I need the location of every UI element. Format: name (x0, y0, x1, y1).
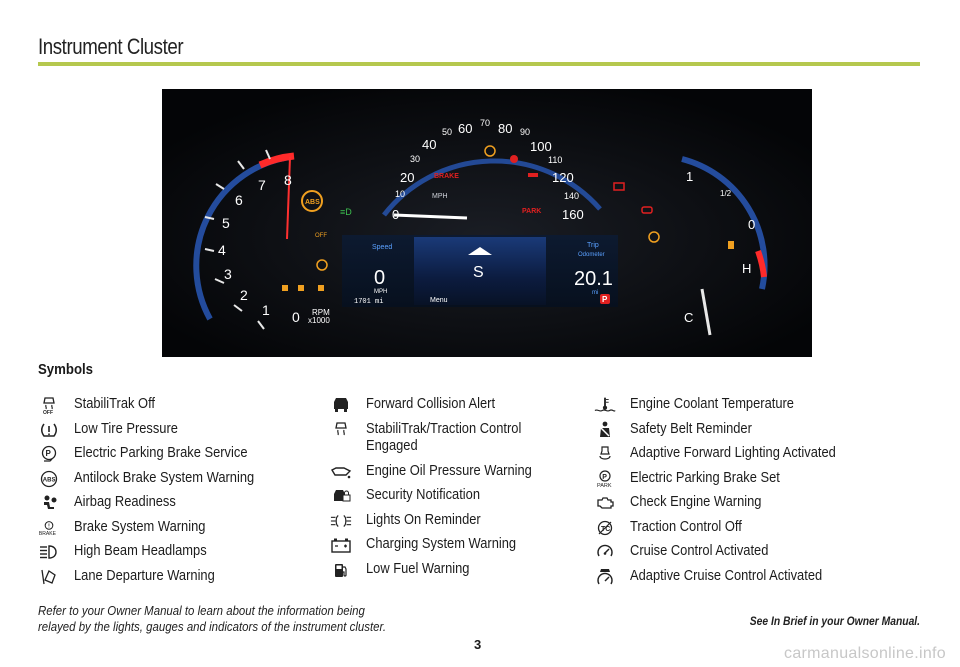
watermark: carmanualsonline.info (784, 645, 946, 662)
list-item-label: Cruise Control Activated (630, 542, 769, 559)
svg-text:P: P (602, 473, 607, 481)
speed-label-10: 10 (395, 189, 406, 199)
speed-label-120: 120 (552, 170, 574, 185)
list-item (38, 567, 284, 592)
page-title: Instrument Cluster (38, 34, 184, 59)
park-badge: P (602, 295, 608, 304)
stabilitrak-off-indicator: OFF (315, 233, 327, 239)
tach-label-6: 6 (235, 192, 243, 208)
stabilitrak-traction-icon (330, 420, 352, 440)
see-in-brief-note: See In Brief in your Owner Manual. (749, 614, 920, 628)
list-item (38, 518, 284, 543)
tach-label-8: 8 (284, 172, 292, 188)
speed-label-20: 20 (400, 170, 415, 185)
list-item (330, 420, 566, 462)
speed-label-140: 140 (564, 191, 580, 201)
brake-system-warning-icon (38, 518, 60, 538)
menu-label: Menu (430, 297, 448, 304)
trip-unit: mi (592, 290, 599, 296)
list-item (330, 560, 566, 585)
list-item-label: Low Fuel Warning (366, 559, 470, 577)
list-item (38, 469, 284, 494)
list-item-label: High Beam Headlamps (74, 542, 207, 559)
speed-label-110: 110 (548, 155, 563, 165)
list-item (38, 493, 284, 518)
trip-value: 20.1 (574, 268, 613, 290)
abs-warning-icon (38, 469, 60, 489)
list-item (594, 469, 869, 494)
instrument-cluster-photo (162, 89, 812, 357)
stabilitrak-off-icon (38, 395, 60, 415)
odometer-value: 1701 mi (354, 298, 384, 306)
list-item-label: Adaptive Cruise Control Activated (630, 566, 823, 584)
list-item (38, 420, 284, 445)
svg-text:BRAKE: BRAKE (38, 530, 57, 537)
traction-control-off-icon (594, 518, 616, 538)
tach-label-0: 0 (292, 309, 300, 325)
tach-label-4: 4 (218, 242, 226, 258)
list-item (594, 444, 869, 469)
lights-on-indicator: ≡D (340, 207, 352, 217)
lane-indicator-icon (318, 285, 324, 291)
list-item-label: Forward Collision Alert (366, 395, 496, 412)
list-item (38, 542, 284, 567)
temp-label-hot: H (742, 261, 752, 276)
speed-label-100: 100 (530, 139, 552, 154)
svg-text:OFF: OFF (43, 410, 53, 414)
brake-indicator: BRAKE (434, 173, 459, 180)
tach-label-2: 2 (240, 287, 248, 303)
seatbelt-indicator-icon (298, 285, 304, 291)
svg-text:P: P (45, 449, 51, 458)
list-item-label: Lights On Reminder (366, 510, 481, 528)
fuel-label-half: 1/2 (720, 189, 732, 198)
list-item-label: Electric Parking Brake Set (630, 468, 780, 486)
svg-text:ABS: ABS (42, 477, 56, 483)
high-beam-icon (38, 542, 60, 562)
park-indicator: PARK (522, 208, 542, 215)
traction-indicator-icon (510, 155, 518, 163)
list-item (330, 535, 566, 560)
list-item (594, 395, 869, 420)
list-item (38, 444, 284, 469)
list-item-label: Airbag Readiness (74, 493, 176, 510)
list-item-label: Engine Coolant Temperature (630, 395, 794, 412)
list-item-label: Security Notification (366, 486, 481, 503)
list-item-label: Lane Departure Warning (74, 566, 215, 584)
tach-label-3: 3 (224, 266, 232, 282)
svg-text:!: ! (48, 523, 50, 530)
lane-departure-icon (38, 567, 60, 587)
speed-title: Speed (372, 244, 393, 251)
list-item (594, 420, 869, 445)
trip-title: Trip (587, 242, 599, 249)
list-item-label: Charging System Warning (366, 535, 517, 552)
fuel-label-empty: 0 (748, 217, 756, 232)
cruise-control-icon (594, 542, 616, 562)
list-item-label: Brake System Warning (74, 517, 206, 535)
charging-system-icon (330, 535, 352, 555)
list-item (330, 395, 566, 420)
speed-label-90: 90 (520, 127, 531, 137)
list-item-label: Electric Parking Brake Service (74, 444, 248, 461)
oil-indicator-icon (528, 173, 538, 177)
tach-unit-x1000: x1000 (308, 316, 330, 325)
parking-brake-set-icon (594, 469, 616, 489)
list-item (38, 395, 284, 420)
tach-label-7: 7 (258, 177, 266, 193)
list-item (330, 511, 566, 536)
low-tire-pressure-icon (38, 420, 60, 440)
symbols-column-1 (38, 395, 284, 591)
speed-label-80: 80 (498, 121, 513, 136)
speed-label-60: 60 (458, 121, 473, 136)
lights-on-icon (330, 511, 352, 531)
list-item-label: StabiliTrak Off (74, 395, 156, 412)
list-item (330, 486, 566, 511)
page-number: 3 (474, 637, 482, 652)
check-engine-icon (594, 493, 616, 513)
tach-label-1: 1 (262, 302, 270, 318)
fuel-label-full: 1 (686, 169, 694, 184)
speed-label-160: 160 (562, 207, 584, 222)
speed-label-0: 0 (392, 207, 400, 222)
list-item (594, 518, 869, 543)
security-indicator-icon (282, 285, 288, 291)
low-fuel-icon (330, 560, 352, 580)
symbols-column-2 (330, 395, 566, 584)
owner-manual-note-line-1: Refer to your Owner Manual to learn about the information being (38, 603, 365, 618)
digital-speed: 0 (374, 267, 386, 289)
gear-indicator: S (473, 264, 484, 281)
speed-label-30: 30 (410, 154, 421, 164)
title-rule (38, 62, 920, 66)
list-item-label: Adaptive Forward Lighting Activated (630, 444, 836, 461)
list-item-label: Low Tire Pressure (74, 419, 178, 437)
speed-label-70: 70 (480, 118, 491, 128)
speed-unit: MPH (432, 193, 448, 200)
speed-label-50: 50 (442, 127, 453, 137)
symbols-heading: Symbols (38, 361, 94, 378)
odometer-title: Odometer (578, 252, 605, 258)
digital-speed-unit: MPH (374, 289, 388, 295)
svg-text:ABS: ABS (305, 199, 320, 206)
list-item-label: Traction Control Off (630, 517, 742, 535)
svg-text:TC: TC (601, 525, 611, 533)
oil-pressure-icon (330, 462, 352, 482)
forward-collision-icon (330, 395, 352, 415)
airbag-readiness-icon (38, 493, 60, 513)
list-item-label: Antilock Brake System Warning (74, 468, 255, 486)
list-item (594, 493, 869, 518)
electric-parking-brake-service-icon (38, 444, 60, 464)
adaptive-lighting-icon (594, 444, 616, 464)
tach-unit-rpm: RPM (312, 308, 330, 317)
temp-label-cold: C (684, 310, 694, 325)
list-item (594, 542, 869, 567)
adaptive-cruise-icon (594, 567, 616, 587)
list-item-label: StabiliTrak/Traction Control Engaged (366, 419, 522, 454)
list-item (594, 567, 869, 592)
security-icon (330, 486, 352, 506)
low-fuel-indicator-icon (728, 241, 734, 249)
svg-text:PARK: PARK (597, 482, 612, 488)
list-item-label: Safety Belt Reminder (630, 419, 752, 437)
owner-manual-note (38, 603, 386, 635)
symbols-column-3 (594, 395, 869, 591)
list-item-label: Engine Oil Pressure Warning (366, 461, 532, 479)
tach-label-5: 5 (222, 215, 230, 231)
speed-label-40: 40 (422, 137, 437, 152)
seat-belt-icon (594, 420, 616, 440)
owner-manual-note-line-2: relayed by the lights, gauges and indicators of the instrument cluster. (38, 619, 387, 634)
list-item (330, 462, 566, 487)
coolant-temperature-icon (594, 395, 616, 415)
driver-info-center (342, 235, 618, 307)
list-item-label: Check Engine Warning (630, 493, 762, 510)
